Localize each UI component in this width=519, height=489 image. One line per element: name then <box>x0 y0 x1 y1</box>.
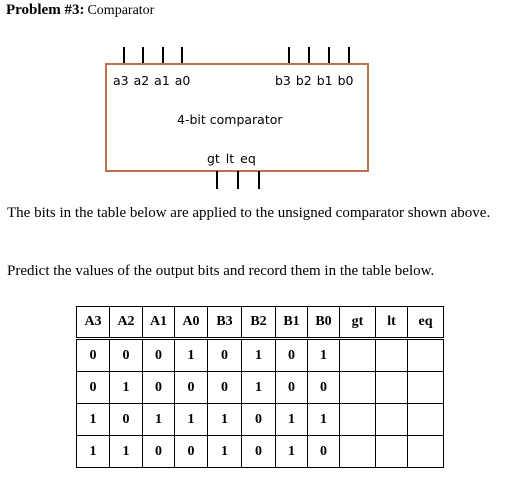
bit-cell: 0 <box>208 372 242 404</box>
bit-cell: 0 <box>143 436 175 468</box>
bit-cell: 0 <box>208 339 242 372</box>
bit-cell: 0 <box>110 404 143 436</box>
column-header-eq: eq <box>408 307 444 339</box>
bit-cell: 1 <box>242 372 276 404</box>
output-cell[interactable] <box>340 404 376 436</box>
comparator-diagram <box>0 0 519 200</box>
bit-cell: 1 <box>208 404 242 436</box>
bit-cell: 1 <box>110 372 143 404</box>
bit-cell: 0 <box>77 339 110 372</box>
bit-cell: 1 <box>242 339 276 372</box>
output-cell[interactable] <box>408 339 444 372</box>
bit-cell: 0 <box>175 436 208 468</box>
problem-subtitle: Comparator <box>87 3 155 18</box>
bit-cell: 1 <box>175 404 208 436</box>
inputs-b-label: b3 b2 b1 b0 <box>275 73 354 88</box>
output-cell[interactable] <box>408 436 444 468</box>
column-header-a1: A1 <box>143 307 175 339</box>
output-cell[interactable] <box>340 339 376 372</box>
column-header-b3: B3 <box>208 307 242 339</box>
bit-cell: 0 <box>308 436 340 468</box>
bit-cell: 0 <box>110 339 143 372</box>
bit-cell: 1 <box>276 404 308 436</box>
column-header-b2: B2 <box>242 307 276 339</box>
table-header-row <box>77 307 444 339</box>
instruction-paragraph-1: The bits in the table below are applied to the unsigned comparator shown above. <box>7 205 491 221</box>
bit-cell: 0 <box>242 436 276 468</box>
bit-cell: 0 <box>143 372 175 404</box>
bit-cell: 1 <box>77 404 110 436</box>
column-header-a2: A2 <box>110 307 143 339</box>
output-pins <box>217 171 259 189</box>
bit-cell: 1 <box>308 404 340 436</box>
bit-cell: 0 <box>276 372 308 404</box>
comparator-name: 4-bit comparator <box>177 112 283 127</box>
column-header-a3: A3 <box>77 307 110 339</box>
bit-table <box>76 306 444 468</box>
column-header-a0: A0 <box>175 307 208 339</box>
output-cell[interactable] <box>376 372 408 404</box>
output-cell[interactable] <box>376 436 408 468</box>
outputs-label: gt lt eq <box>207 151 256 166</box>
column-header-b0: B0 <box>308 307 340 339</box>
output-cell[interactable] <box>408 404 444 436</box>
output-cell[interactable] <box>340 436 376 468</box>
problem-label: Problem #3: <box>6 2 85 18</box>
bit-cell: 0 <box>143 339 175 372</box>
table-row <box>77 372 444 404</box>
inputs-a-label: a3 a2 a1 a0 <box>113 73 191 88</box>
output-cell[interactable] <box>376 339 408 372</box>
bit-cell: 1 <box>77 436 110 468</box>
output-cell[interactable] <box>408 372 444 404</box>
bit-cell: 0 <box>276 339 308 372</box>
column-header-b1: B1 <box>276 307 308 339</box>
bit-cell: 1 <box>143 404 175 436</box>
bit-cell: 1 <box>110 436 143 468</box>
table-row <box>77 339 444 372</box>
bit-cell: 0 <box>77 372 110 404</box>
bit-cell: 0 <box>175 372 208 404</box>
bit-cell: 1 <box>276 436 308 468</box>
table-row <box>77 436 444 468</box>
table-body <box>77 339 444 468</box>
bit-cell: 1 <box>308 339 340 372</box>
column-header-gt: gt <box>340 307 376 339</box>
bit-cell: 0 <box>308 372 340 404</box>
output-cell[interactable] <box>376 404 408 436</box>
table-row <box>77 404 444 436</box>
instruction-paragraph-2: Predict the values of the output bits and record them in the table below. <box>7 263 435 279</box>
bit-cell: 1 <box>175 339 208 372</box>
column-header-lt: lt <box>376 307 408 339</box>
input-pins-b <box>289 47 349 64</box>
input-pins-a <box>124 47 182 64</box>
output-cell[interactable] <box>340 372 376 404</box>
bit-cell: 0 <box>242 404 276 436</box>
bit-cell: 1 <box>208 436 242 468</box>
